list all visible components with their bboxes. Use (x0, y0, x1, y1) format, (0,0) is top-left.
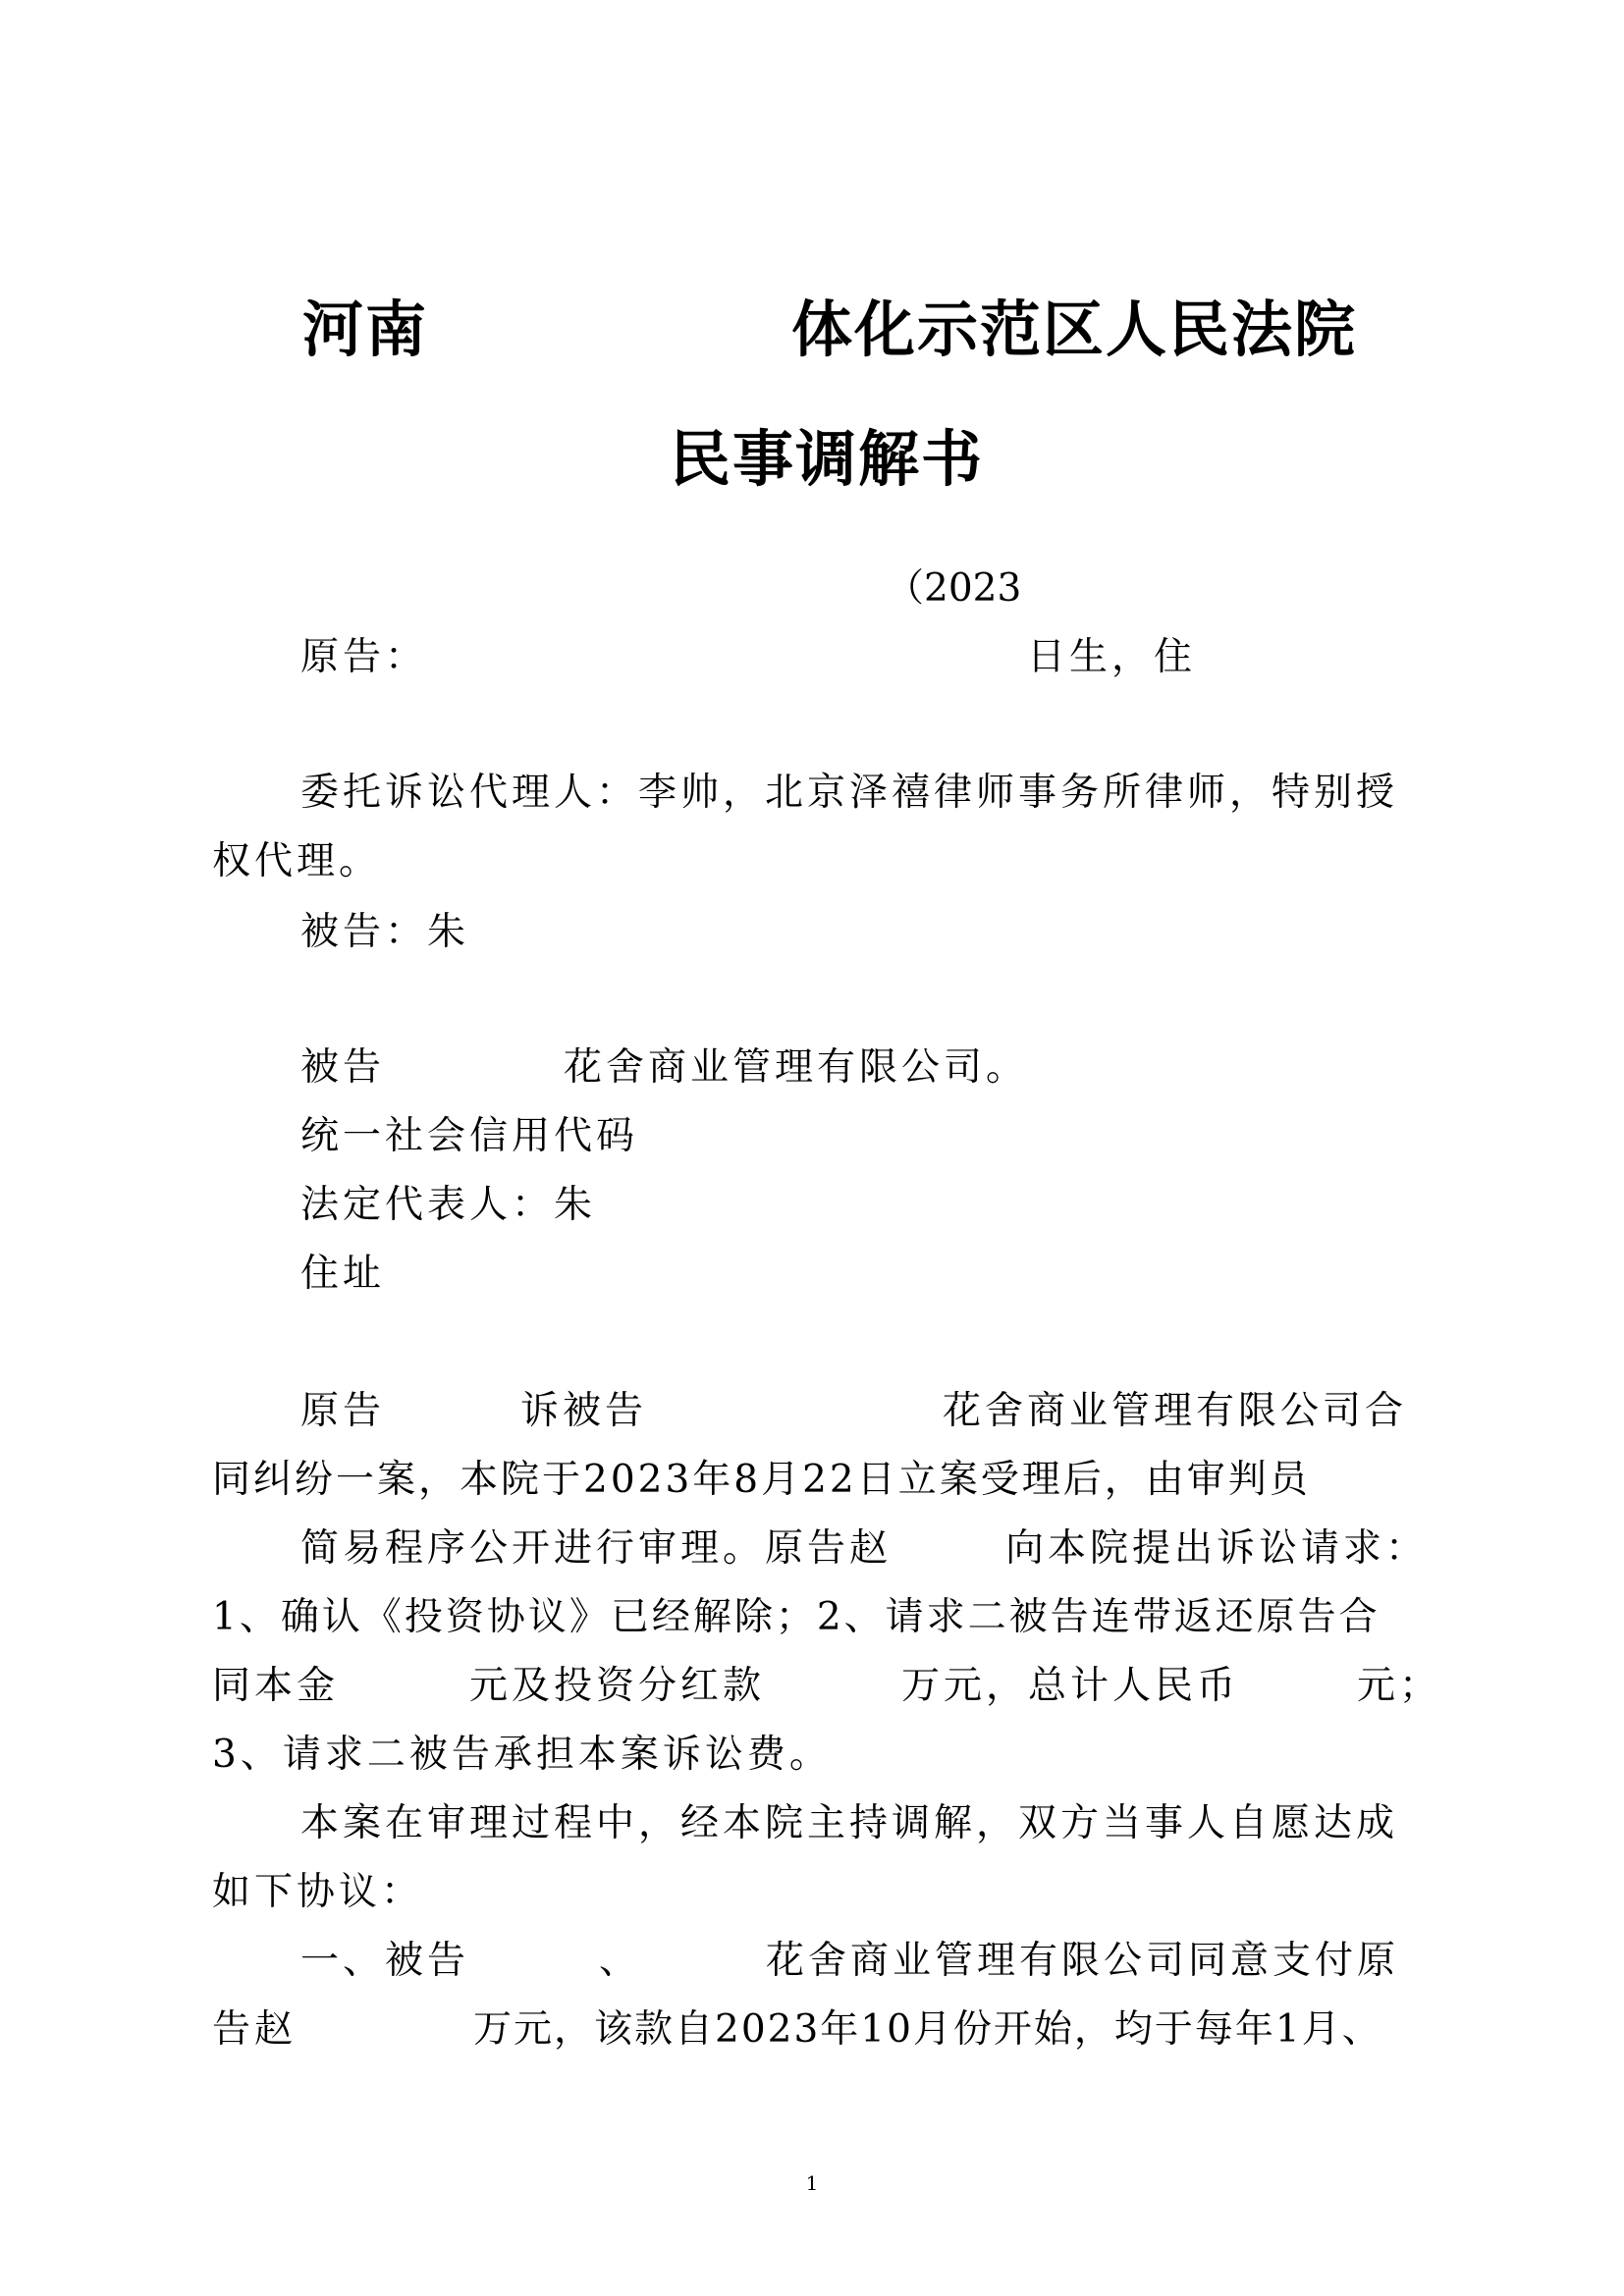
defendant-2-label: 被告 (300, 1045, 386, 1090)
defendant-1: 被告：朱 (300, 910, 470, 954)
plaintiff-birth-address: 日生，住 (1027, 635, 1197, 679)
agreement-1-line-2a: 告赵 (212, 2007, 298, 2052)
claim-total: 万元，总计人民币 (901, 1664, 1240, 1708)
case-number: （2023 (886, 566, 1022, 611)
mediation-line-2: 如下协议： (212, 1870, 424, 1914)
claim-dividend: 元及投资分红款 (469, 1664, 766, 1708)
court-title-right: 体化示范区人民法院 (791, 294, 1358, 365)
agreement-1-sep: 、 (599, 1939, 642, 1983)
credit-code: 统一社会信用代码 (300, 1114, 639, 1158)
defendant-2-name: 花舍商业管理有限公司。 (564, 1045, 1029, 1090)
body-line-2: 同纠纷一案，本院于2023年8月22日立案受理后，由审判员 (212, 1458, 1311, 1502)
body-sues: 诉被告 (520, 1389, 648, 1433)
body-company: 花舍商业管理有限公司合 (943, 1389, 1408, 1433)
agent-line-2: 权代理。 (212, 839, 382, 883)
address: 住址 (300, 1252, 386, 1296)
body-line-3b: 向本院提出诉讼请求： (1005, 1526, 1429, 1571)
claim-principal: 同本金 (212, 1664, 340, 1708)
body-plaintiff: 原告 (300, 1389, 386, 1433)
agreement-1-label: 一、被告 (300, 1939, 470, 1983)
claim-3: 3、请求二被告承担本案诉讼费。 (212, 1733, 832, 1777)
claim-1-2: 1、确认《投资协议》已经解除；2、请求二被告连带返还原告合 (212, 1595, 1380, 1639)
claim-total-unit: 元； (1357, 1664, 1442, 1708)
body-line-3a: 简易程序公开进行审理。原告赵 (300, 1526, 893, 1571)
legal-representative: 法定代表人：朱 (300, 1183, 597, 1227)
page-number: 1 (805, 2171, 819, 2195)
agreement-1-line-2b: 万元，该款自2023年10月份开始，均于每年1月、 (473, 2007, 1382, 2052)
plaintiff-label: 原告： (300, 635, 428, 679)
court-title-left: 河南 (302, 294, 429, 365)
agent-line-1: 委托诉讼代理人：李帅，北京泽禧律师事务所律师，特别授 (300, 771, 1399, 815)
agreement-1-company: 花舍商业管理有限公司同意支付原 (766, 1939, 1400, 1983)
mediation-line-1: 本案在审理过程中，经本院主持调解，双方当事人自愿达成 (300, 1801, 1399, 1845)
document-title: 民事调解书 (670, 423, 985, 495)
